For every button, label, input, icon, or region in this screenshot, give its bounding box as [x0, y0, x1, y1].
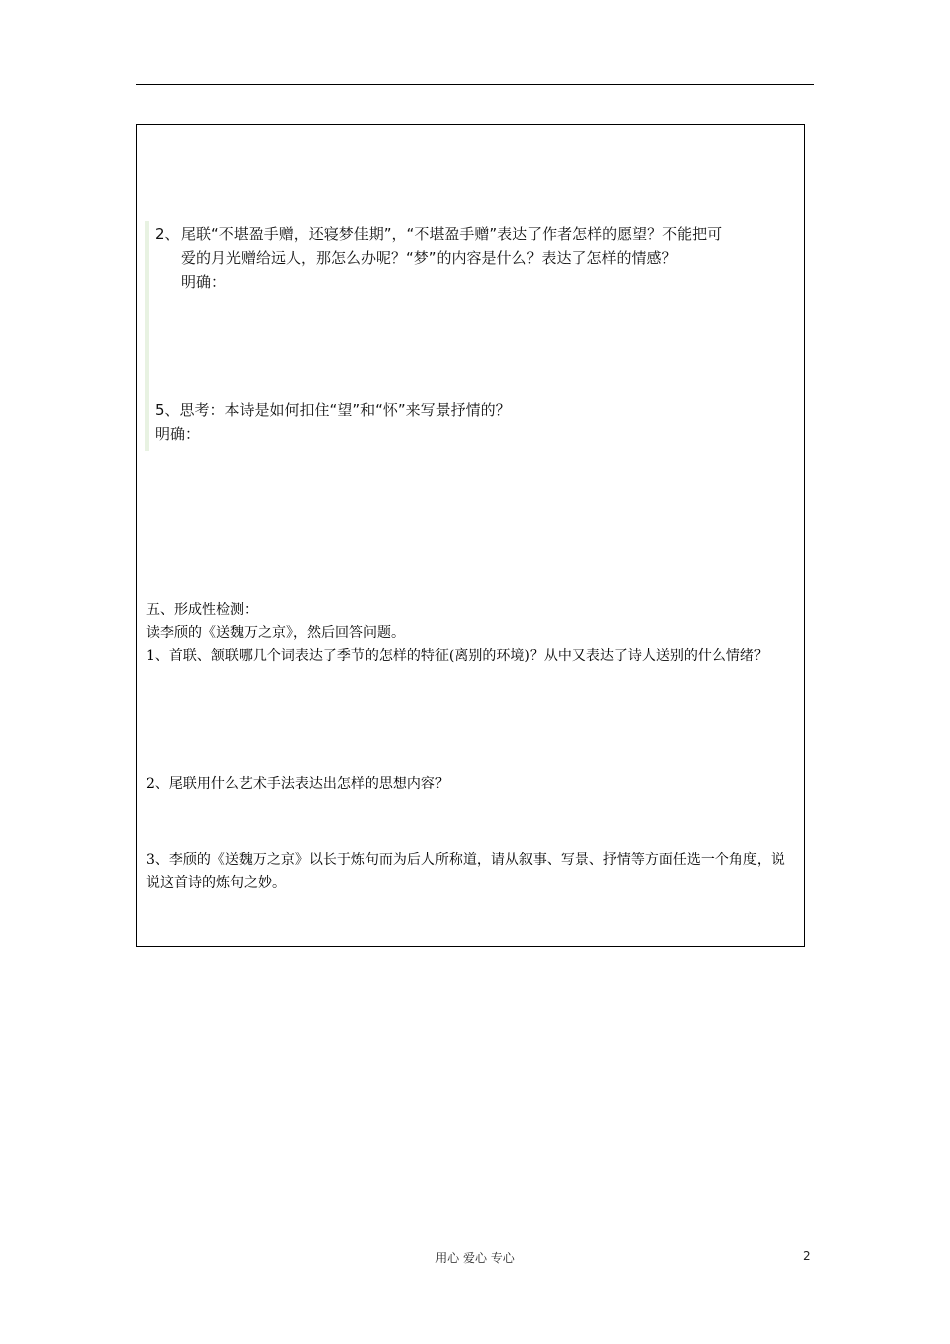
question-item-2: 2、尾联用什么艺术手法表达出怎样的思想内容？	[146, 776, 449, 792]
question-2-line-1: 尾联“不堪盈手赠，还寝梦佳期”，“不堪盈手赠”表达了作者怎样的愿望？不能把可	[181, 225, 723, 243]
question-5-answer-label: 明确：	[155, 425, 201, 443]
header-rule	[136, 84, 814, 85]
section-intro: 读李颀的《送魏万之京》，然后回答问题。	[146, 625, 405, 641]
formative-assessment-section	[146, 599, 798, 668]
question-item-3: 3、李颀的《送魏万之京》以长于炼句而为后人所称道，请从叙事、写景、抒情等方面任选一个角度，说说这首诗的炼句之妙。	[146, 852, 785, 891]
question-5: 5、思考：本诗是如何扣住“望”和“怀”来写景抒情的？	[155, 401, 511, 419]
footer-motto: 用心 爱心 专心	[435, 1251, 515, 1265]
question-2-answer-label: 明确：	[181, 273, 227, 291]
question-2-number: 2、	[155, 225, 180, 243]
embedded-screenshot	[145, 221, 795, 451]
question-2-line-2: 爱的月光赠给远人，那怎么办呢？“梦”的内容是什么？表达了怎样的情感？	[181, 249, 677, 267]
question-item-1: 1、首联、颔联哪几个词表达了季节的怎样的特征(离别的环境)？从中又表达了诗人送别的什么情绪？	[146, 648, 768, 664]
section-heading: 五、形成性检测：	[146, 602, 258, 618]
question-2	[155, 223, 785, 245]
left-accent-bar	[145, 221, 149, 451]
page-number: 2	[803, 1249, 811, 1263]
question-table-cell	[136, 124, 805, 947]
